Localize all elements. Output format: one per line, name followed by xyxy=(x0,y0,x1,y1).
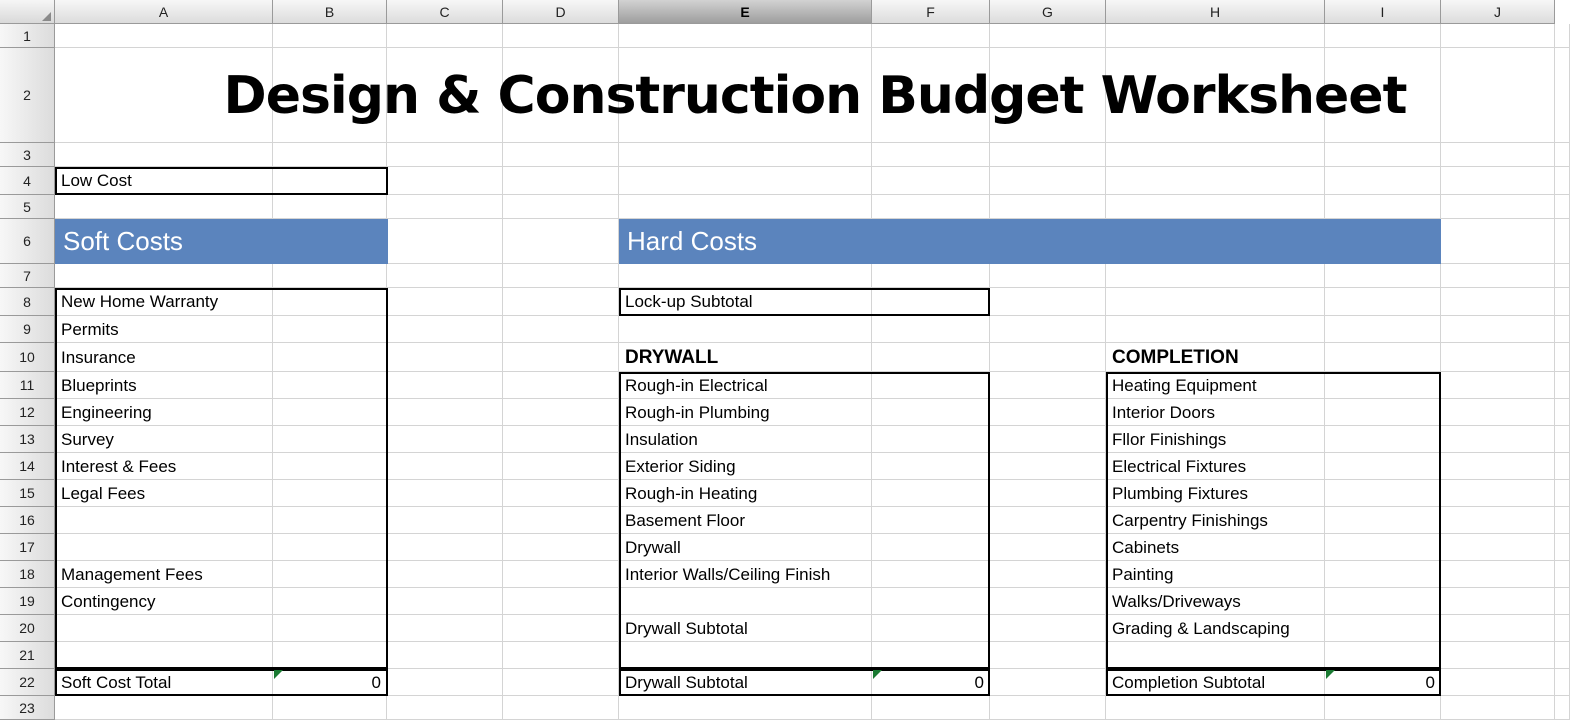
soft-cost-total-value: 0 xyxy=(371,672,381,692)
comment-flag-icon-completion xyxy=(1326,670,1335,679)
hard-costs-band: Hard Costs xyxy=(619,219,1441,264)
comment-flag-icon-soft xyxy=(274,670,283,679)
drywall-item-9: Drywall Subtotal xyxy=(625,618,748,638)
worksheet-title: Design & Construction Budget Worksheet xyxy=(223,65,1407,126)
row-header-19[interactable]: 19 xyxy=(0,588,55,615)
row-header-4[interactable]: 4 xyxy=(0,167,55,195)
completion-item-0: Heating Equipment xyxy=(1112,375,1257,395)
drywall-item-7: Interior Walls/Ceiling Finish xyxy=(625,564,831,584)
soft-cost-item-0: New Home Warranty xyxy=(61,292,219,311)
drywall-item-0: Rough-in Electrical xyxy=(625,375,768,395)
soft-cost-item-6: Interest & Fees xyxy=(61,456,177,476)
completion-item-7: Painting xyxy=(1112,564,1174,584)
column-header-i[interactable]: I xyxy=(1325,0,1441,24)
soft-cost-item-2: Insurance xyxy=(61,347,136,367)
completion-item-6: Cabinets xyxy=(1112,537,1180,557)
comment-flag-icon-drywall xyxy=(873,670,882,679)
soft-cost-item-11: Contingency xyxy=(61,591,156,611)
drywall-item-8 xyxy=(619,588,919,615)
soft-cost-item-9 xyxy=(55,534,275,561)
drywall-subtotal-label: Drywall Subtotal xyxy=(625,672,748,692)
row-header-18[interactable]: 18 xyxy=(0,561,55,588)
row-header-22[interactable]: 22 xyxy=(0,669,55,696)
completion-item-10 xyxy=(1106,642,1336,669)
soft-cost-item-8 xyxy=(55,507,275,534)
lockup-subtotal-label: Lock-up Subtotal xyxy=(625,292,753,311)
grid-row-7 xyxy=(55,264,1570,288)
row-header-20[interactable]: 20 xyxy=(0,615,55,642)
drywall-item-6: Drywall xyxy=(625,537,681,557)
soft-cost-item-5: Survey xyxy=(61,429,114,449)
completion-item-3: Electrical Fixtures xyxy=(1112,456,1247,476)
soft-cost-item-7: Legal Fees xyxy=(61,483,146,503)
soft-costs-band: Soft Costs xyxy=(55,219,388,264)
column-header-b[interactable]: B xyxy=(273,0,387,24)
row-header-16[interactable]: 16 xyxy=(0,507,55,534)
row-header-9[interactable]: 9 xyxy=(0,316,55,343)
row-header-12[interactable]: 12 xyxy=(0,399,55,426)
column-header-row xyxy=(0,0,1570,24)
row-header-1[interactable]: 1 xyxy=(0,24,55,48)
row-header-column xyxy=(0,24,55,720)
row-header-13[interactable]: 13 xyxy=(0,426,55,453)
row-header-5[interactable]: 5 xyxy=(0,195,55,219)
drywall-item-2: Insulation xyxy=(625,429,698,449)
row-header-21[interactable]: 21 xyxy=(0,642,55,669)
row-header-2[interactable]: 2 xyxy=(0,48,55,143)
column-header-a[interactable]: A xyxy=(55,0,273,24)
grid-row-1 xyxy=(55,24,1570,48)
drywall-item-1: Rough-in Plumbing xyxy=(625,402,770,422)
soft-cost-item-4: Engineering xyxy=(61,402,152,422)
soft-cost-item-1: Permits xyxy=(61,319,119,339)
drywall-item-5: Basement Floor xyxy=(625,510,745,530)
row-header-8[interactable]: 8 xyxy=(0,288,55,316)
completion-item-9: Grading & Landscaping xyxy=(1112,618,1290,638)
grid-row-5 xyxy=(55,195,1570,219)
drywall-item-4: Rough-in Heating xyxy=(625,483,758,503)
completion-section-header: COMPLETION xyxy=(1112,346,1239,368)
soft-cost-item-3: Blueprints xyxy=(61,375,137,395)
drywall-item-10 xyxy=(619,642,919,669)
low-cost-label: Low Cost xyxy=(61,171,132,190)
completion-subtotal-label: Completion Subtotal xyxy=(1112,672,1266,692)
row-header-17[interactable]: 17 xyxy=(0,534,55,561)
cell-grid[interactable] xyxy=(55,24,1570,720)
completion-item-1: Interior Doors xyxy=(1112,402,1215,422)
soft-cost-item-13 xyxy=(55,642,275,669)
row-header-14[interactable]: 14 xyxy=(0,453,55,480)
row-header-10[interactable]: 10 xyxy=(0,343,55,372)
drywall-item-3: Exterior Siding xyxy=(625,456,736,476)
row-header-11[interactable]: 11 xyxy=(0,372,55,399)
completion-subtotal-value: 0 xyxy=(1425,672,1435,692)
drywall-section-header: DRYWALL xyxy=(625,346,719,368)
soft-cost-total-label: Soft Cost Total xyxy=(61,672,172,692)
completion-item-8: Walks/Driveways xyxy=(1112,591,1241,611)
column-header-c[interactable]: C xyxy=(387,0,503,24)
column-header-j[interactable]: J xyxy=(1441,0,1555,24)
grid-row-3 xyxy=(55,143,1570,167)
column-header-g[interactable]: G xyxy=(990,0,1106,24)
row-header-15[interactable]: 15 xyxy=(0,480,55,507)
soft-cost-item-12 xyxy=(55,615,275,642)
column-header-e[interactable]: E xyxy=(619,0,872,24)
column-header-f[interactable]: F xyxy=(872,0,990,24)
column-header-h[interactable]: H xyxy=(1106,0,1325,24)
row-header-3[interactable]: 3 xyxy=(0,143,55,167)
row-header-7[interactable]: 7 xyxy=(0,264,55,288)
select-all-corner[interactable] xyxy=(0,0,55,24)
column-header-d[interactable]: D xyxy=(503,0,619,24)
soft-cost-item-10: Management Fees xyxy=(61,564,203,584)
grid-row-23 xyxy=(55,696,1570,720)
drywall-subtotal-value: 0 xyxy=(974,672,984,692)
completion-item-2: Fllor Finishings xyxy=(1112,429,1227,449)
row-header-23[interactable]: 23 xyxy=(0,696,55,720)
completion-item-4: Plumbing Fixtures xyxy=(1112,483,1249,503)
row-header-6[interactable]: 6 xyxy=(0,219,55,264)
completion-item-5: Carpentry Finishings xyxy=(1112,510,1268,530)
